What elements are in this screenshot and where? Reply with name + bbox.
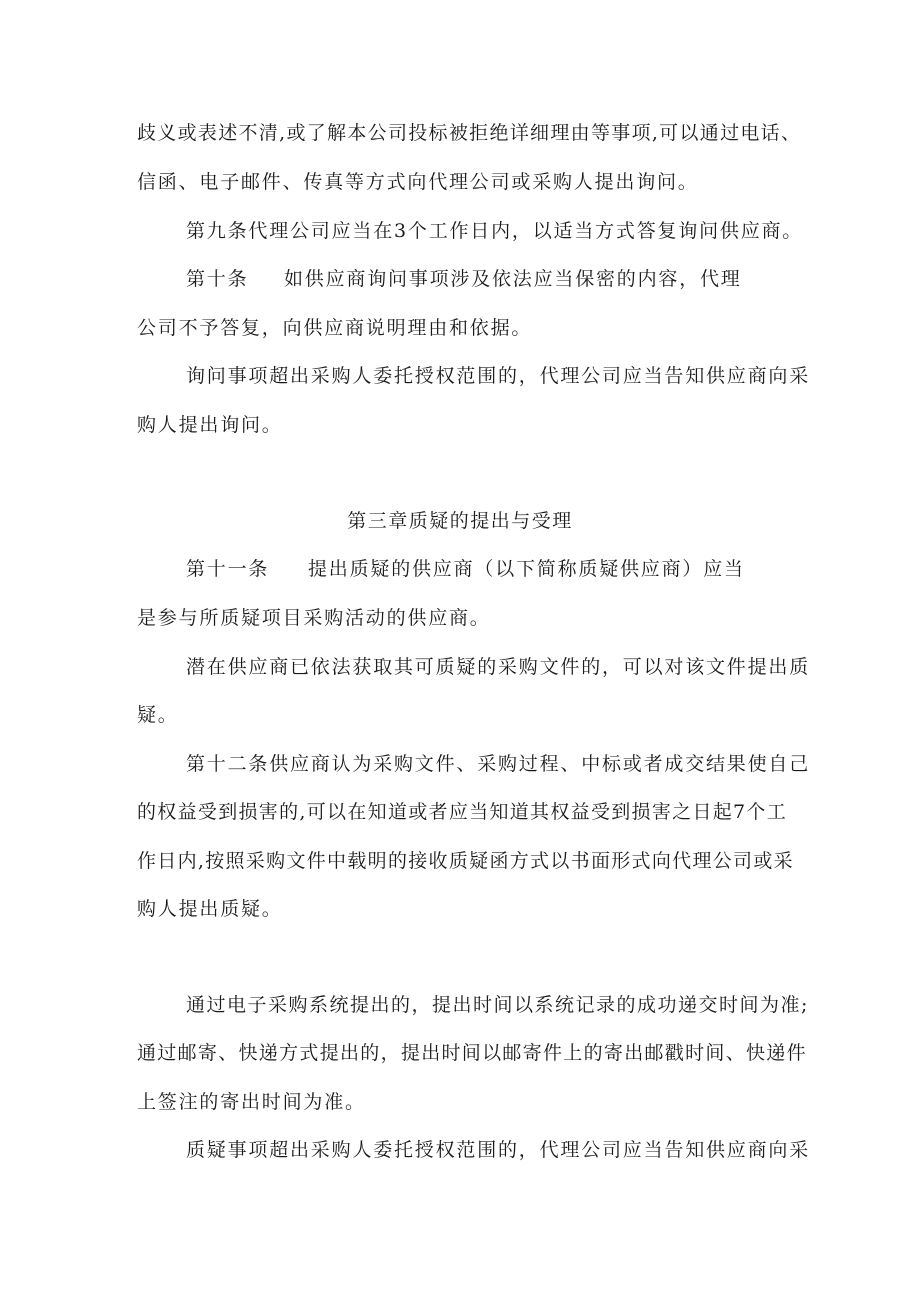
paragraph-line: 通过电子采购系统提出的，提出时间以系统记录的成功递交时间为准; <box>186 994 809 1016</box>
paragraph-line: 通过邮寄、快递方式提出的，提出时间以邮寄件上的寄出邮戳时间、快递件 <box>137 1042 807 1064</box>
paragraph-line: 质疑事项超出采购人委托授权范围的，代理公司应当告知供应商向采 <box>186 1139 811 1161</box>
paragraph-line: 潜在供应商已依法获取其可质疑的采购文件的，可以对该文件提出质 <box>186 656 811 678</box>
paragraph-line: 公司不予答复，向供应商说明理由和依据。 <box>137 317 533 339</box>
paragraph-line: 疑。 <box>137 704 179 726</box>
article-12: 第十二条供应商认为采购文件、采购过程、中标或者成交结果使自己 <box>186 753 811 775</box>
paragraph-line: 作日内,按照采购文件中载明的接收质疑函方式以书面形式向代理公司或采 <box>137 850 794 872</box>
paragraph-line: 购人提出质疑。 <box>137 898 283 920</box>
paragraph-line: 信函、电子邮件、传真等方式向代理公司或采购人提出询问。 <box>137 171 699 193</box>
paragraph-line: 歧义或表述不清,或了解本公司投标被拒绝详细理由等事项,可以通过电话、 <box>137 122 802 144</box>
article-label: 第十一条 <box>186 558 270 580</box>
paragraph-line: 是参与所质疑项目采购活动的供应商。 <box>137 607 491 629</box>
article-text: 提出质疑的供应商（以下简称质疑供应商）应当 <box>308 558 745 580</box>
paragraph-line: 上签注的寄出时间为准。 <box>137 1091 366 1113</box>
paragraph-line: 询问事项超出采购人委托授权范围的，代理公司应当告知供应商向采 <box>186 365 811 387</box>
chapter-heading: 第三章质疑的提出与受理 <box>347 510 573 532</box>
paragraph-line: 购人提出询问。 <box>137 414 283 436</box>
paragraph-line: 的权益受到损害的,可以在知道或者应当知道其权益受到损害之日起7个工 <box>137 801 788 823</box>
article-9: 第九条代理公司应当在3个工作日内，以适当方式答复询问供应商。 <box>186 220 804 242</box>
article-11 <box>186 556 745 582</box>
article-10 <box>186 266 742 292</box>
article-label: 第十条 <box>186 268 249 290</box>
article-text: 如供应商询问事项涉及依法应当保密的内容，代理 <box>284 268 742 290</box>
